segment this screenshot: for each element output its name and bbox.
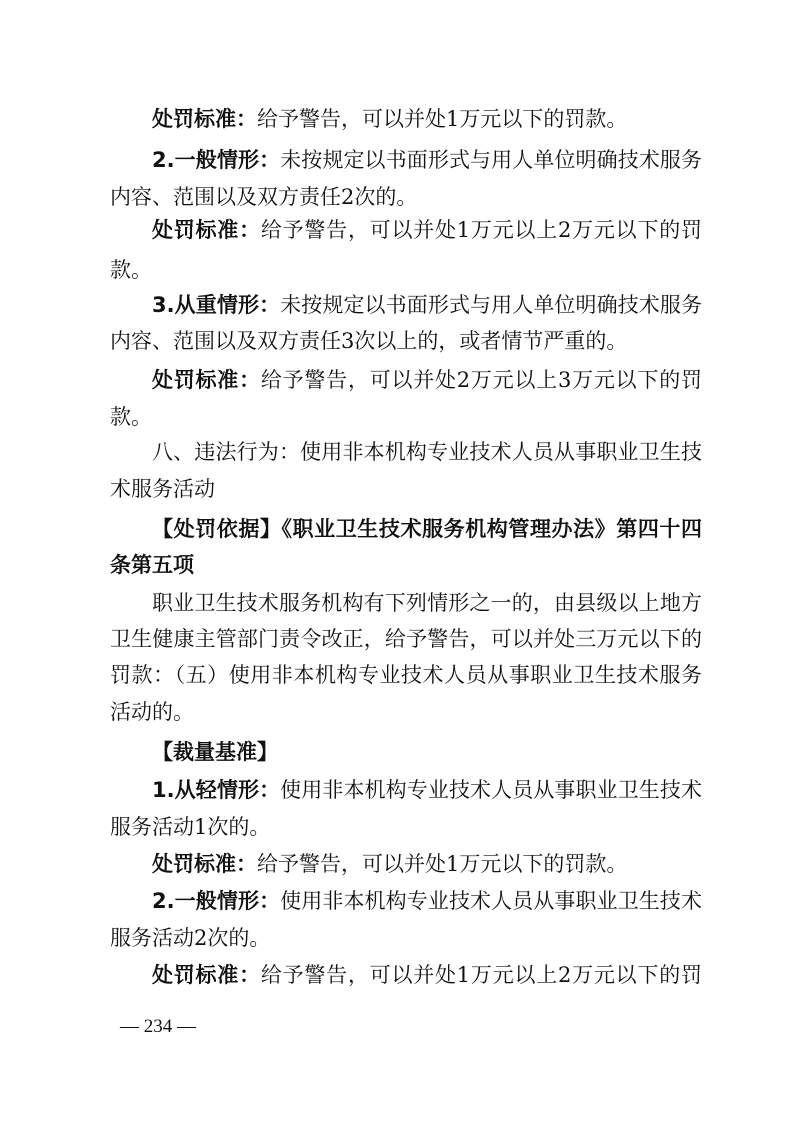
text-line: 内容、范围以及双方责任2次的。: [110, 185, 418, 209]
text-line: 处罚标准：给予警告，可以并处2万元以上3万元以下的罚: [152, 368, 702, 392]
text-line: 服务活动1次的。: [110, 815, 271, 839]
text-line: 处罚标准：给予警告，可以并处1万元以上2万元以下的罚: [152, 963, 702, 987]
text-line: 2.一般情形：未按规定以书面形式与用人单位明确技术服务: [152, 148, 702, 172]
text-line: 2.一般情形：使用非本机构专业技术人员从事职业卫生技术: [152, 889, 702, 913]
text-line: 处罚标准：给予警告，可以并处1万元以下的罚款。: [152, 107, 628, 131]
page-number: — 234 —: [120, 1016, 196, 1037]
text-line: 1.从轻情形：使用非本机构专业技术人员从事职业卫生技术: [152, 778, 702, 802]
text-line: 服务活动2次的。: [110, 926, 271, 950]
text-line: 处罚标准：给予警告，可以并处1万元以下的罚款。: [152, 852, 628, 876]
basis-heading: 【处罚依据】《职业卫生技术服务机构管理办法》第四十四: [152, 517, 702, 541]
text-line: 职业卫生技术服务机构有下列情形之一的，由县级以上地方: [152, 591, 702, 615]
text-line: 款。: [110, 258, 152, 282]
standard-heading: 【裁量基准】: [152, 740, 278, 764]
basis-heading: 条第五项: [110, 553, 194, 577]
section-heading: 八、违法行为：使用非本机构专业技术人员从事职业卫生技: [152, 440, 702, 464]
text-line: 内容、范围以及双方责任3次以上的，或者情节严重的。: [110, 329, 628, 353]
text-line: 卫生健康主管部门责令改正，给予警告，可以并处三万元以下的: [110, 627, 702, 651]
text-line: 处罚标准：给予警告，可以并处1万元以上2万元以下的罚: [152, 218, 702, 242]
text-line: 罚款：（五）使用非本机构专业技术人员从事职业卫生技术服务: [110, 663, 702, 687]
text-line: 3.从重情形：未按规定以书面形式与用人单位明确技术服务: [152, 293, 702, 317]
text-line: 活动的。: [110, 700, 194, 724]
section-heading: 术服务活动: [110, 477, 215, 501]
text-line: 款。: [110, 405, 152, 429]
